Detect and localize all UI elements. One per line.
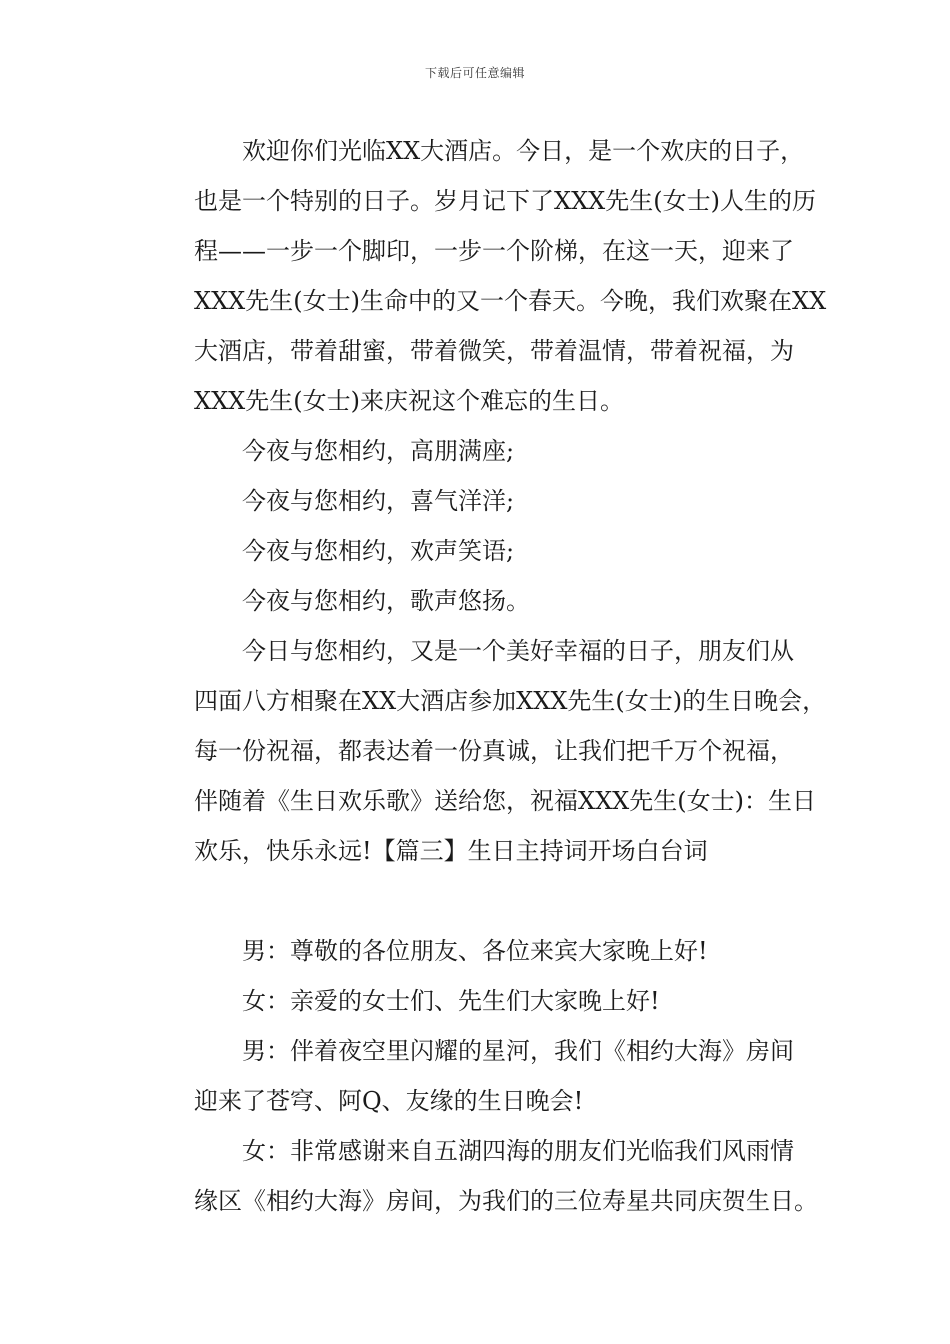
text-line: 缘区《相约大海》房间，为我们的三位寿星共同庆贺生日。 (194, 1187, 818, 1215)
text-line: 也是一个特别的日子。岁月记下了XXX先生(女士)人生的历 (194, 187, 816, 215)
text-line: 男：伴着夜空里闪耀的星河，我们《相约大海》房间 (242, 1037, 794, 1065)
text-line: 程——一步一个脚印，一步一个阶梯，在这一天，迎来了 (194, 237, 794, 265)
text-line: 男：尊敬的各位朋友、各位来宾大家晚上好! (242, 937, 708, 965)
paragraph-today (146, 626, 836, 876)
text-line: 迎来了苍穹、阿Q、友缘的生日晚会! (194, 1087, 584, 1115)
paragraph-tonight-1 (146, 426, 836, 476)
paragraph-male-stars (146, 1026, 836, 1126)
document-body (146, 126, 836, 1226)
text-line: XXX先生(女士)生命中的又一个春天。今晚，我们欢聚在XX (194, 287, 827, 315)
text-line: 四面八方相聚在XX大酒店参加XXX先生(女士)的生日晚会， (194, 687, 827, 715)
paragraph-welcome (146, 126, 836, 426)
paragraph-female-greeting (146, 976, 836, 1026)
text-line: 欢乐，快乐永远!【篇三】生日主持词开场白台词 (194, 837, 708, 865)
text-line: 今夜与您相约，高朋满座; (242, 437, 515, 465)
text-line: 伴随着《生日欢乐歌》送给您，祝福XXX先生(女士)：生日 (194, 787, 816, 815)
text-line: 今夜与您相约，歌声悠扬。 (242, 587, 530, 615)
paragraph-female-thanks (146, 1126, 836, 1226)
text-line: 每一份祝福，都表达着一份真诚，让我们把千万个祝福， (194, 737, 794, 765)
text-line: 今日与您相约，又是一个美好幸福的日子，朋友们从 (242, 637, 794, 665)
paragraph-tonight-2 (146, 476, 836, 526)
paragraph-tonight-3 (146, 526, 836, 576)
blank-line (146, 876, 836, 926)
paragraph-male-greeting (146, 926, 836, 976)
text-line: 大酒店，带着甜蜜，带着微笑，带着温情，带着祝福，为 (194, 337, 794, 365)
paragraph-tonight-4 (146, 576, 836, 626)
text-line: 今夜与您相约，喜气洋洋; (242, 487, 515, 515)
text-line: 今夜与您相约，欢声笑语; (242, 537, 515, 565)
text-line: 女：非常感谢来自五湖四海的朋友们光临我们风雨情 (242, 1137, 794, 1165)
text-line: 女：亲爱的女士们、先生们大家晚上好! (242, 987, 660, 1015)
text-line: 欢迎你们光临XX大酒店。今日，是一个欢庆的日子， (242, 137, 805, 165)
page-header: 下载后可任意编辑 (424, 66, 525, 80)
text-line: XXX先生(女士)来庆祝这个难忘的生日。 (194, 387, 624, 415)
